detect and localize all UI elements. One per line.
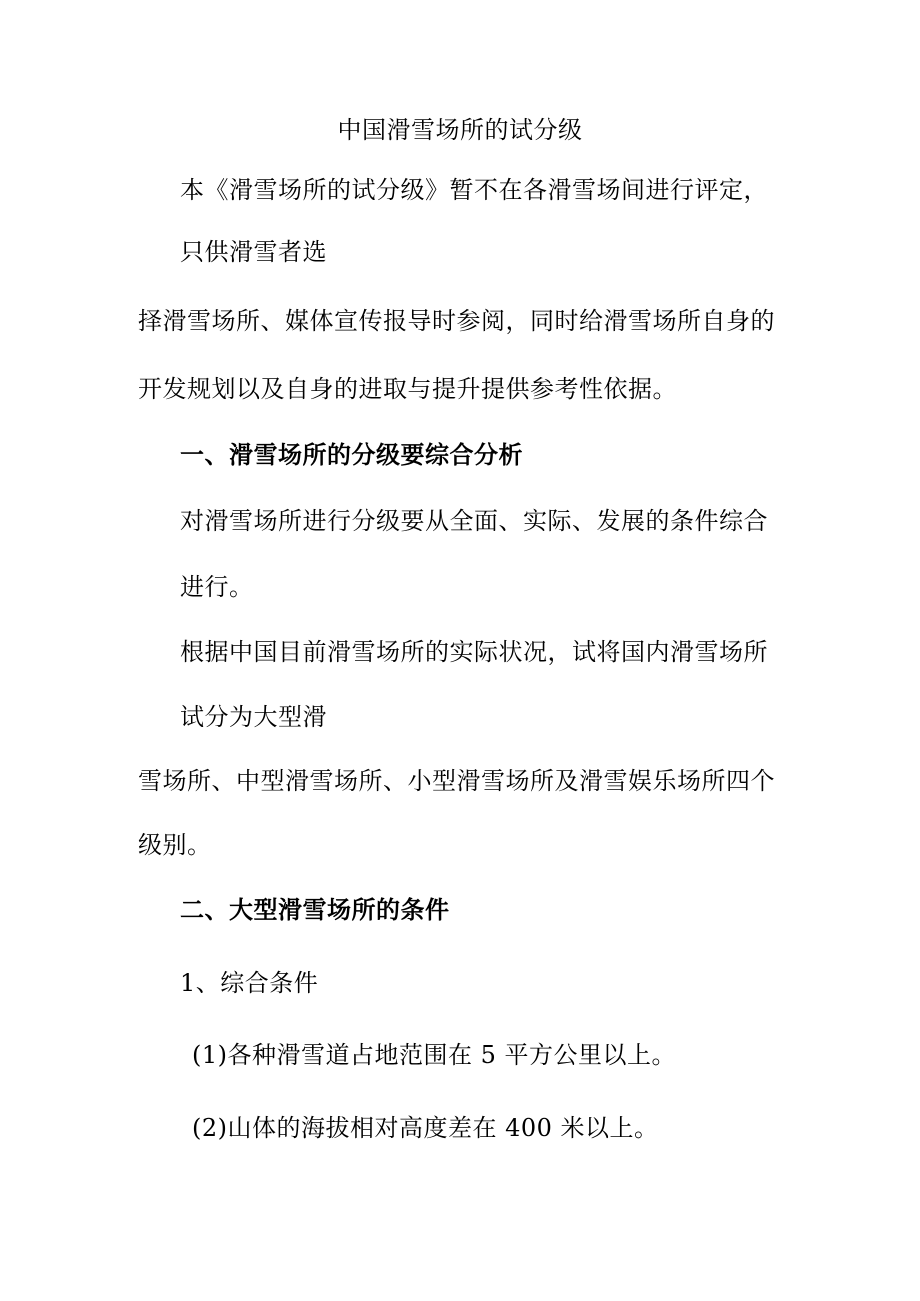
paragraph-section1-line-4: 试分为大型滑: [180, 703, 327, 731]
section-heading-2: 二、大型滑雪场所的条件: [180, 895, 450, 924]
paragraph-intro-line-1: 本《滑雪场所的试分级》暂不在各滑雪场间进行评定，: [180, 176, 768, 204]
list-item-1: (1)各种滑雪道占地范围在 5 平方公里以上。: [192, 1041, 677, 1069]
paragraph-section1-line-2: 进行。: [180, 573, 254, 601]
paragraph-section1-line-3: 根据中国目前滑雪场所的实际状况，试将国内滑雪场所: [180, 638, 768, 666]
paragraph-section1-line-6: 级别。: [138, 831, 212, 859]
list-item-2: (2)山体的海拔相对高度差在 400 米以上。: [192, 1114, 659, 1142]
paragraph-intro-line-3: 择滑雪场所、媒体宣传报导时参阅，同时给滑雪场所自身的: [138, 307, 775, 335]
paragraph-section1-line-5: 雪场所、中型滑雪场所、小型滑雪场所及滑雪娱乐场所四个: [138, 767, 775, 795]
paragraph-intro-line-2: 只供滑雪者选: [180, 238, 327, 266]
subsection-heading-1: 1、综合条件: [180, 969, 319, 997]
paragraph-section1-line-1: 对滑雪场所进行分级要从全面、实际、发展的条件综合: [180, 507, 768, 535]
document-title: 中国滑雪场所的试分级: [337, 116, 583, 144]
paragraph-intro-line-4: 开发规划以及自身的进取与提升提供参考性依据。: [138, 375, 677, 403]
section-heading-1: 一、滑雪场所的分级要综合分析: [180, 440, 523, 469]
